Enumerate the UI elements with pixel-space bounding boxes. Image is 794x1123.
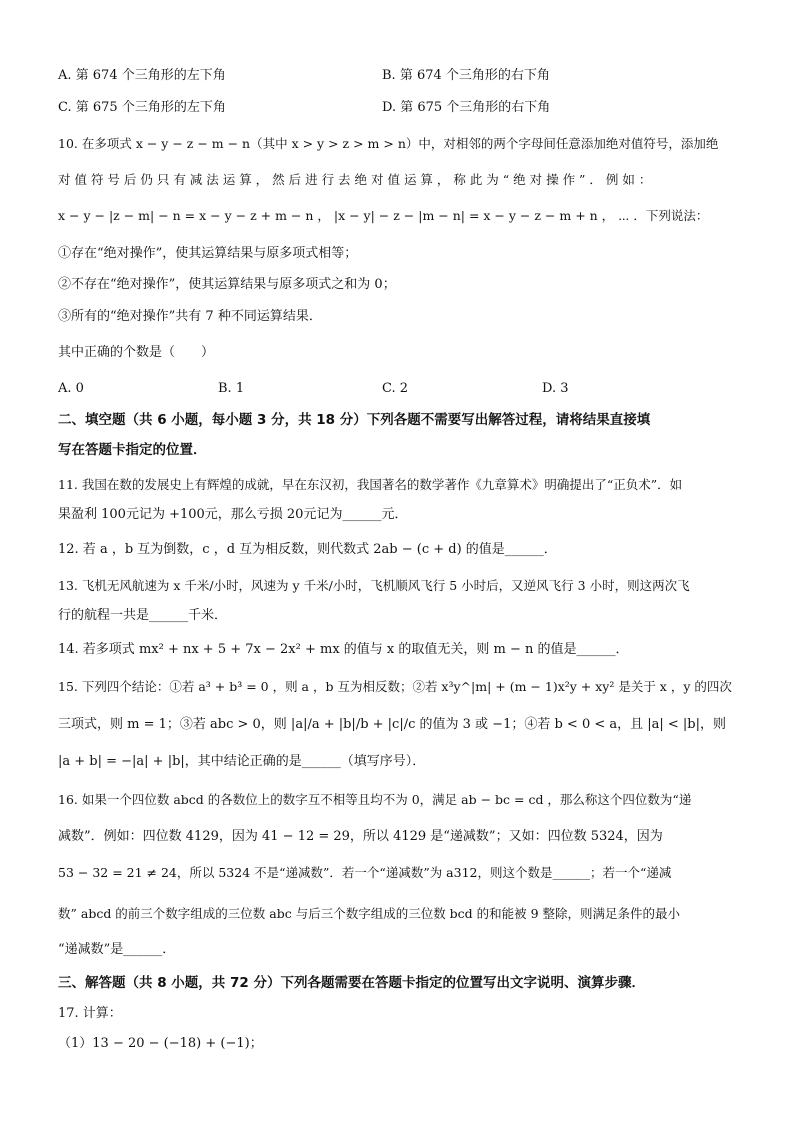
q13-line-1: 13. 飞机无风航速为 x 千米/小时，风速为 y 千米/小时，飞机顺风飞行 5 小时后，又逆风飞行 3 小时，则这两次飞	[58, 578, 690, 593]
q10-option-b: B. 1	[218, 381, 245, 396]
section-2-heading-line-1: 二、填空题（共 6 小题，每小题 3 分，共 18 分）下列各题不需要写出解答过程，请将结果直接填	[58, 412, 651, 428]
q10-option-a: A. 0	[58, 381, 84, 396]
q11-line-1: 11. 我国在数的发展史上有辉煌的成就，早在东汉初，我国著名的数学著作《九章算术》明确提出了“正负术”．如	[58, 477, 683, 492]
q9-option-a: A. 第 674 个三角形的左下角	[58, 68, 226, 83]
q17-part-1: （1）13 − 20 − (−18) + (−1)；	[58, 1036, 263, 1051]
q9-option-d: D. 第 675 个三角形的右下角	[382, 100, 551, 115]
q10-line-1: 10. 在多项式 x − y − z − m − n（其中 x > y > z > m > n）中，对相邻的两个字母间任意添加绝对值符号，添加绝	[58, 136, 719, 151]
q16-line-5: “递减数”是______．	[58, 942, 176, 957]
q16-line-3: 53 − 32 = 21 ≠ 24，所以 5324 不是“递减数”．若一个“递减数”为 a312，则这个数是______；若一个“递减	[58, 865, 672, 880]
q10-line-2: 对 值 符 号 后 仍 只 有 减 法 运 算 ， 然 后 进 行 去 绝 对 值 运 算 ， 称 此 为 “ 绝 对 操 作 ” ． 例 如 ：	[58, 172, 652, 187]
q16-line-1: 16. 如果一个四位数 abcd 的各数位上的数字互不相等且均不为 0，满足 ab − bc = cd ，那么称这个四位数为“递	[58, 792, 692, 807]
q9-option-b: B. 第 674 个三角形的右下角	[382, 68, 550, 83]
q10-question: 其中正确的个数是（ ）	[58, 345, 215, 360]
q14-text: 14. 若多项式 mx² + nx + 5 + 7x − 2x² + mx 的值与 x 的取值无关，则 m − n 的值是______．	[58, 642, 629, 657]
q16-line-4: 数” abcd 的前三个数字组成的三位数 abc 与后三个数字组成的三位数 bcd 的和能被 9 整除，则满足条件的最小	[58, 906, 681, 921]
q16-line-2: 减数”．例如：四位数 4129，因为 41 − 12 = 29，所以 4129 是“递减数”；又如：四位数 5324，因为	[58, 829, 663, 844]
q12-text: 12. 若 a ，b 互为倒数，c ，d 互为相反数，则代数式 2ab − (c + d) 的值是______．	[58, 542, 557, 557]
q10-statement-1: ①存在“绝对操作”，使其运算结果与原多项式相等；	[58, 246, 358, 261]
q15-line-2: 三项式，则 m = 1；③若 abc > 0，则 |a|/a + |b|/b + |c|/c 的值为 3 或 −1；④若 b < 0 < a，且 |a| < |b|，则	[58, 717, 727, 732]
q10-option-d: D. 3	[542, 381, 569, 396]
q10-option-c: C. 2	[382, 381, 409, 396]
q15-line-3: |a + b| = −|a| + |b|，其中结论正确的是______（填写序号）．	[58, 754, 426, 769]
q17-title: 17. 计算：	[58, 1006, 122, 1021]
q15-line-1: 15. 下列四个结论：①若 a³ + b³ = 0 ，则 a ，b 互为相反数；②若 x³y^|m| + (m − 1)x²y + xy² 是关于 x ，y 的四次	[58, 679, 732, 694]
q13-line-2: 行的航程一共是______千米．	[58, 608, 228, 623]
q10-line-3: x − y − |z − m| − n = x − y − z + m − n ， |x − y| − z − |m − n| = x − y − z − m + n ， ⋯ ．下列说法：	[58, 208, 709, 223]
q9-option-c: C. 第 675 个三角形的左下角	[58, 100, 226, 115]
q10-statement-2: ②不存在“绝对操作”，使其运算结果与原多项式之和为 0；	[58, 277, 396, 292]
section-3-heading: 三、解答题（共 8 小题，共 72 分）下列各题需要在答题卡指定的位置写出文字说明、演算步骤．	[58, 975, 645, 991]
q10-statement-3: ③所有的“绝对操作”共有 7 种不同运算结果．	[58, 309, 322, 324]
section-2-heading-line-2: 写在答题卡指定的位置．	[58, 442, 207, 458]
q11-line-2: 果盈利 100元记为 +100元，那么亏损 20元记为______元．	[58, 507, 408, 522]
